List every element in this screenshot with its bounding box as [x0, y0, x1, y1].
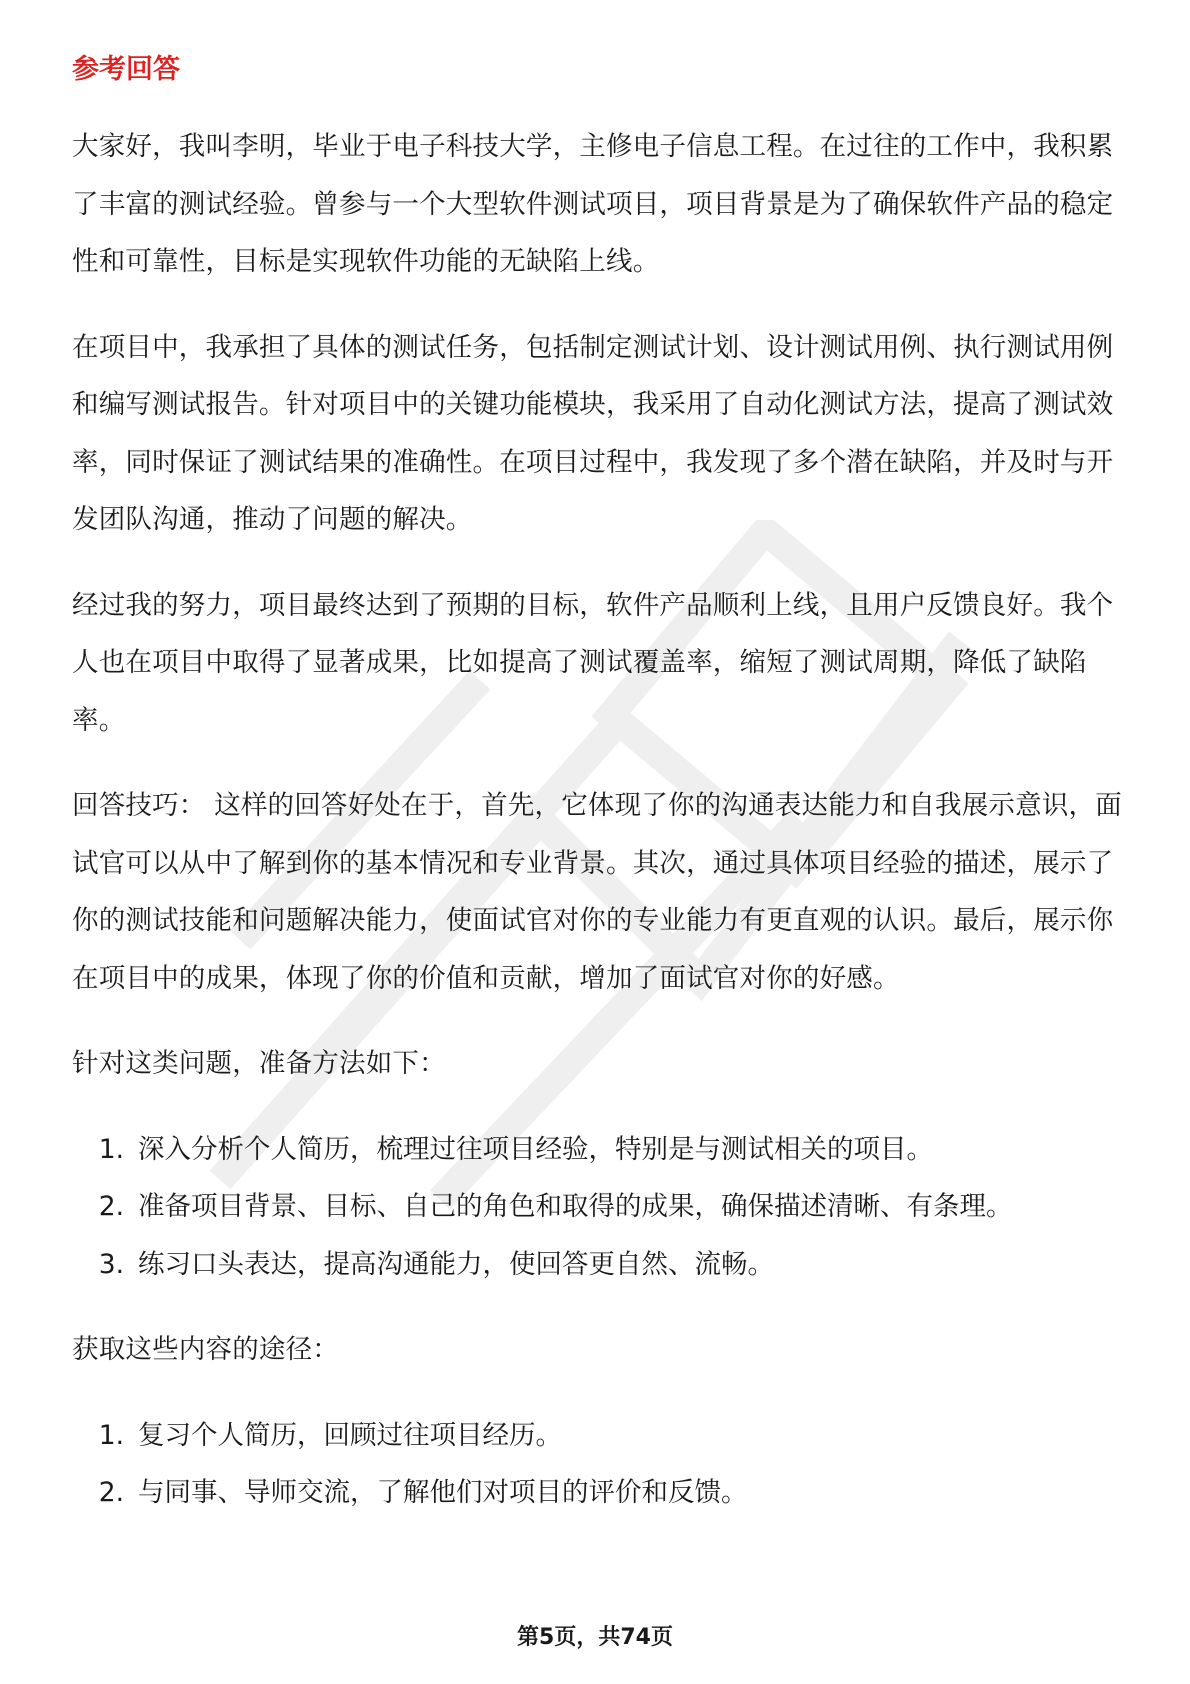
prep-list	[72, 1121, 1122, 1294]
list-item	[72, 1178, 1122, 1236]
list-text: 与同事、导师交流，了解他们对项目的评价和反馈。	[138, 1477, 748, 1508]
section-title: 参考回答	[72, 54, 180, 85]
list-number: 2.	[98, 1191, 124, 1222]
list-number: 2.	[98, 1477, 124, 1508]
list-item	[72, 1236, 1122, 1294]
answer-paragraph-results: 经过我的努力，项目最终达到了预期的目标，软件产品顺利上线，且用户反馈良好。我个人也在项目中取得了显著成果，比如提高了测试覆盖率，缩短了测试周期，降低了缺陷率。	[72, 589, 1114, 736]
source-intro: 获取这些内容的途径：	[72, 1334, 339, 1365]
page-content	[72, 48, 1122, 1550]
answer-tips-paragraph: 回答技巧： 这样的回答好处在于，首先，它体现了你的沟通表达能力和自我展示意识，面试官可以从中了解到你的基本情况和专业背景。其次，通过具体项目经验的描述，展示了你的测试技能和问题解决能力，使面试官对你的专业能力有更直观的认识。最后，展示你在项目中的成果，体现了你的价值和贡献，增加了面试官对你的好感。	[72, 790, 1122, 994]
list-item	[72, 1464, 1122, 1522]
answer-paragraph-intro: 大家好，我叫李明，毕业于电子科技大学，主修电子信息工程。在过往的工作中，我积累了丰富的测试经验。曾参与一个大型软件测试项目，项目背景是为了确保软件产品的稳定性和可靠性，目标是实现软件功能的无缺陷上线。	[72, 131, 1114, 277]
answer-paragraph-tasks: 在项目中，我承担了具体的测试任务，包括制定测试计划、设计测试用例、执行测试用例和编写测试报告。针对项目中的关键功能模块，我采用了自动化测试方法，提高了测试效率，同时保证了测试结果的准确性。在项目过程中，我发现了多个潜在缺陷，并及时与开发团队沟通，推动了问题的解决。	[72, 331, 1114, 535]
list-number: 3.	[98, 1248, 124, 1280]
list-text: 准备项目背景、目标、自己的角色和取得的成果，确保描述清晰、有条理。	[138, 1191, 1013, 1222]
prep-intro: 针对这类问题，准备方法如下：	[72, 1048, 446, 1079]
list-text: 深入分析个人简历，梳理过往项目经验，特别是与测试相关的项目。	[138, 1133, 933, 1165]
source-list	[72, 1407, 1122, 1522]
list-number: 1.	[98, 1419, 124, 1451]
list-item	[72, 1407, 1122, 1465]
page-footer: 第5页，共74页	[517, 1625, 673, 1650]
list-item	[72, 1121, 1122, 1179]
list-text: 复习个人简历，回顾过往项目经历。	[138, 1419, 562, 1451]
list-text: 练习口头表达，提高沟通能力，使回答更自然、流畅。	[138, 1248, 774, 1280]
list-number: 1.	[98, 1133, 124, 1165]
